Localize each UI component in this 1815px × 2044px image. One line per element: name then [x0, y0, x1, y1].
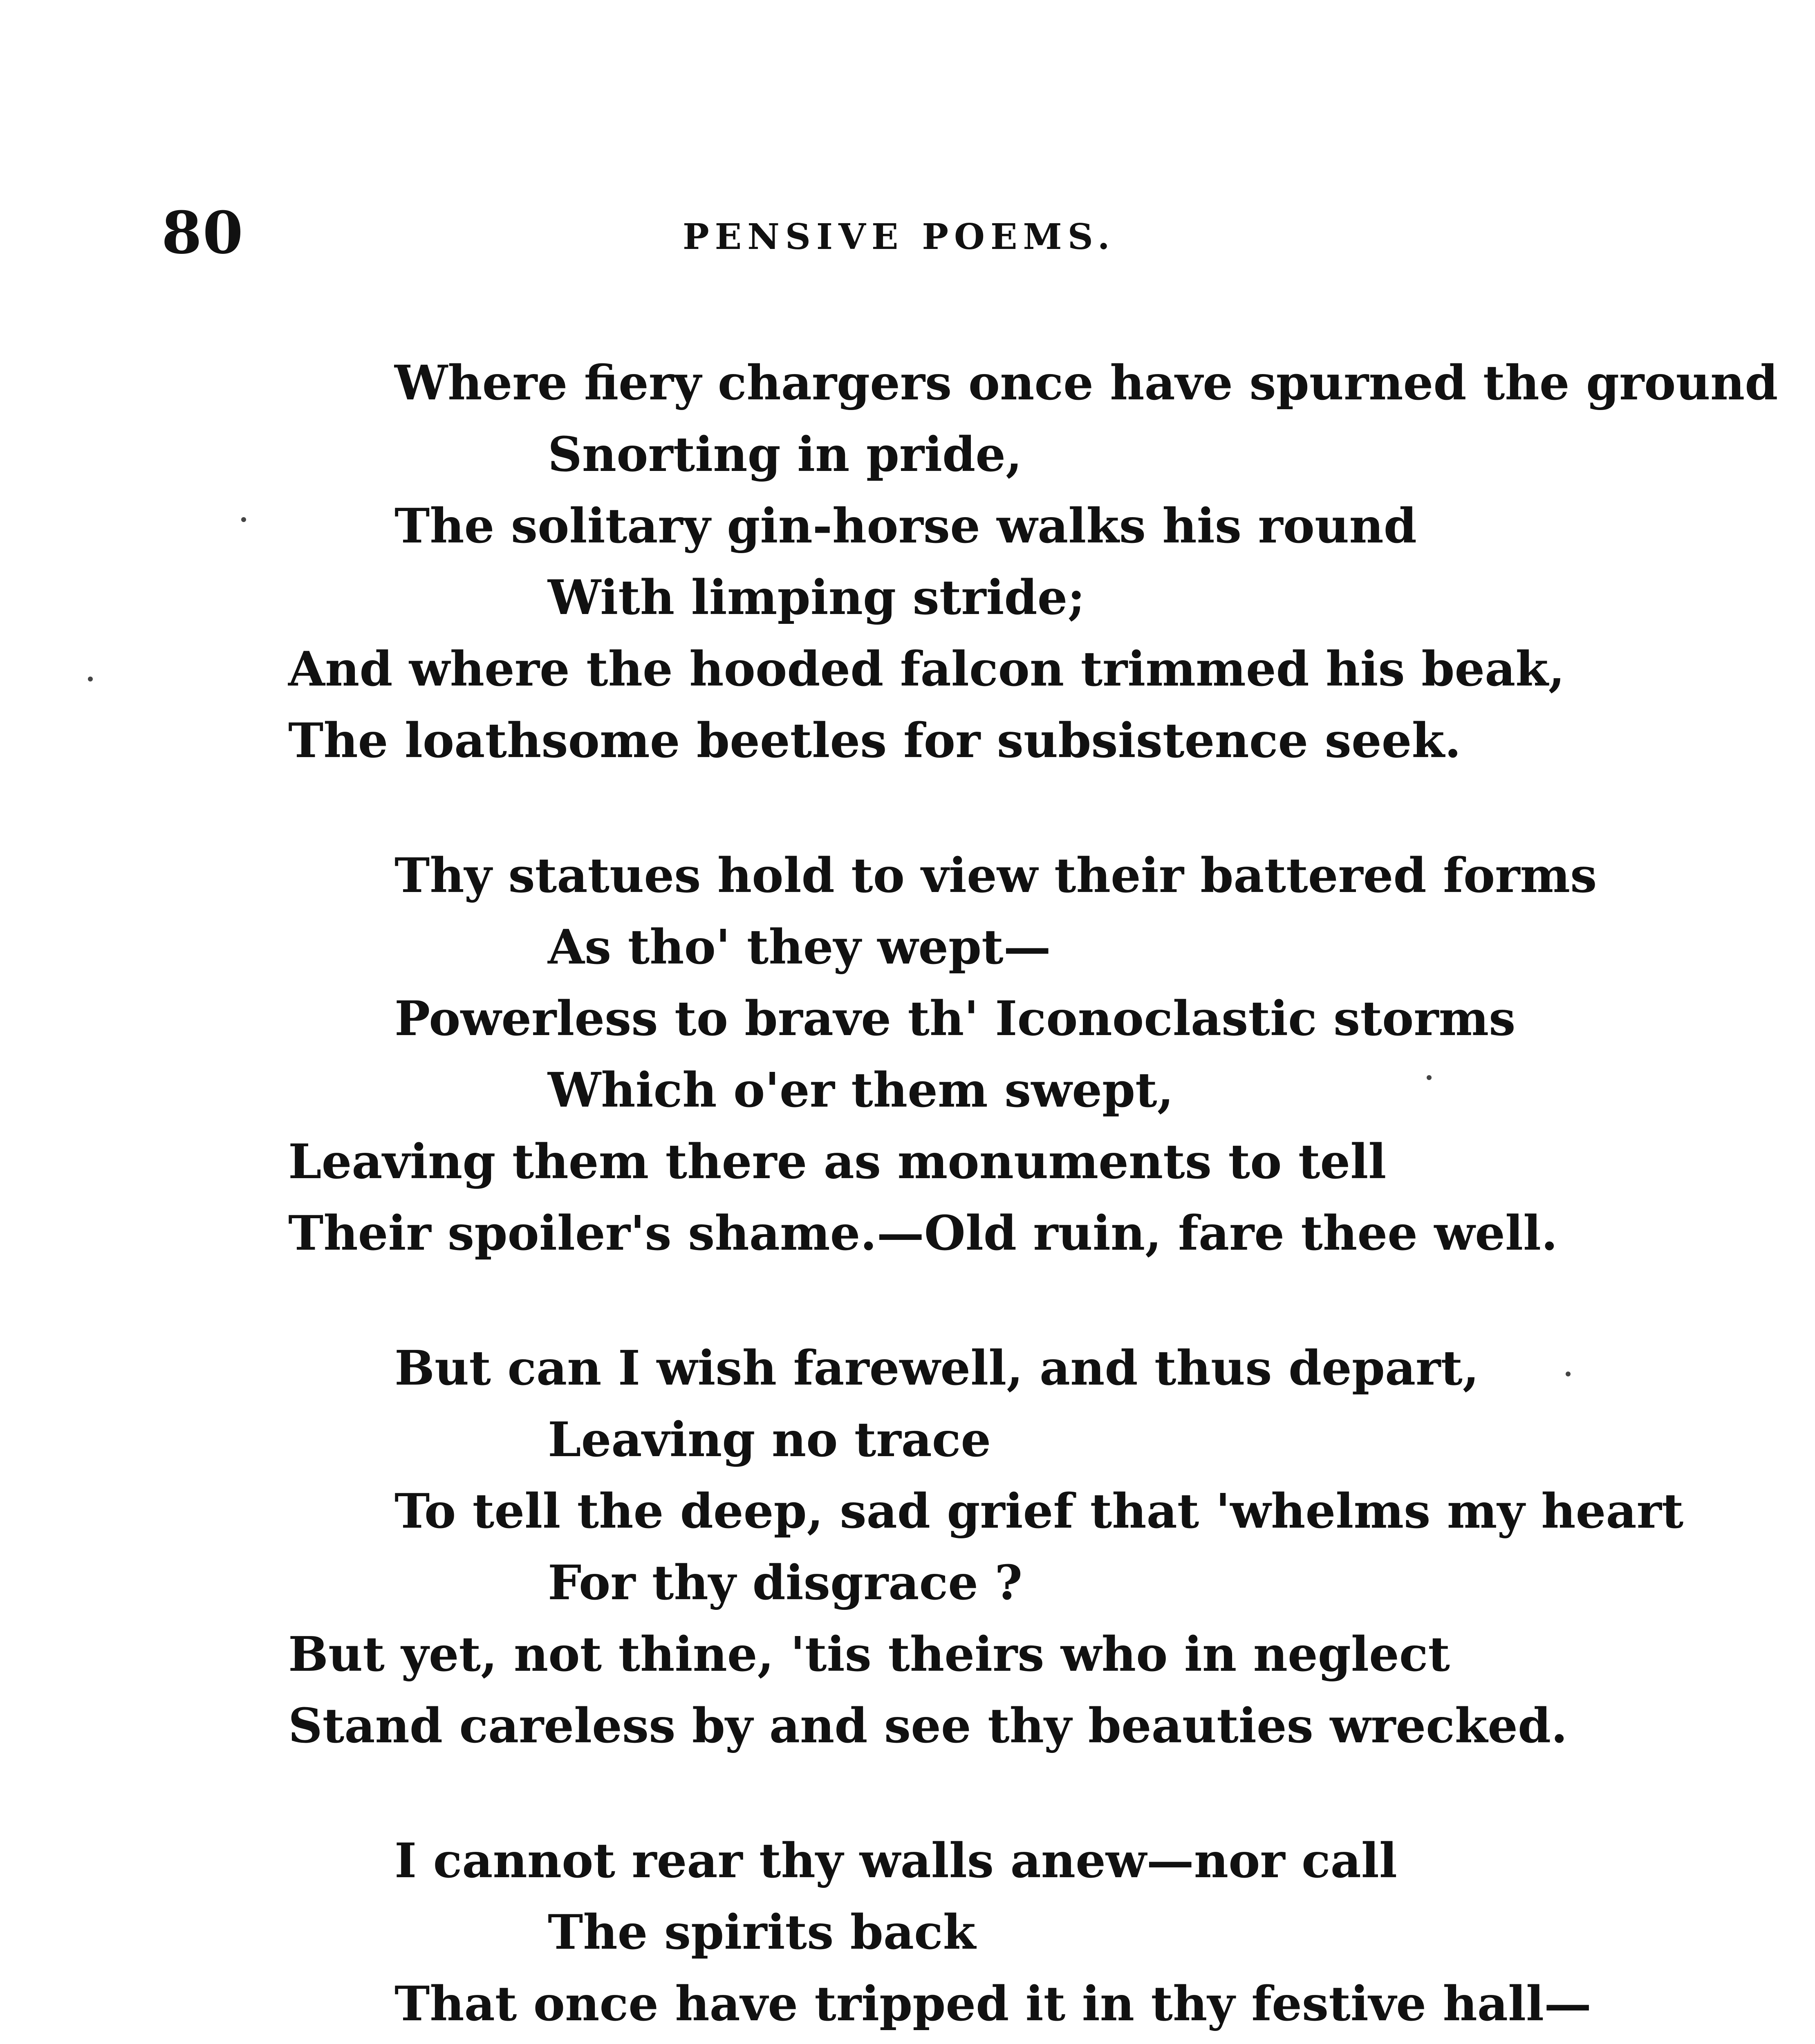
poem-line: Where fiery chargers once have spurned the ground: [394, 355, 1778, 411]
poem-line: Which o'er them swept,: [548, 1062, 1174, 1118]
poem-line: I cannot rear thy walls anew—nor call: [394, 1833, 1397, 1889]
print-speck: [241, 517, 246, 522]
stanza: [0, 1825, 1815, 2044]
poem-line: And where the hooded falcon trimmed his beak,: [288, 641, 1565, 697]
running-head: PENSIVE POEMS.: [683, 216, 1116, 258]
poem-line: The loathsome beetles for subsistence seek.: [288, 713, 1461, 769]
poem-line: Leaving them there as monuments to tell: [288, 1134, 1387, 1190]
stanza: [0, 1333, 1815, 1762]
poem-line: For thy disgrace ?: [548, 1555, 1023, 1611]
print-speck: [1427, 1075, 1432, 1080]
poem-line: [0, 2040, 1815, 2044]
poem-line: To tell the deep, sad grief that 'whelms my heart: [394, 1484, 1684, 1539]
stanza: [0, 840, 1815, 1269]
print-speck: [88, 677, 93, 681]
poem-line: But yet, not thine, 'tis theirs who in neglect: [288, 1627, 1450, 1682]
poem-line: The solitary gin-horse walks his round: [394, 498, 1417, 554]
page-number: 80: [161, 199, 244, 267]
print-speck: [1566, 1372, 1571, 1376]
stanza: [0, 347, 1815, 777]
poem-line: But can I wish farewell, and thus depart,: [394, 1340, 1479, 1396]
poem-body: [0, 347, 1815, 2044]
poem-line: As tho' they wept—: [548, 919, 1051, 975]
page-header: [0, 196, 1815, 270]
poem-line: Snorting in pride,: [548, 427, 1022, 482]
poem-line: With limping stride;: [548, 570, 1085, 625]
poem-line: That once have tripped it in thy festive hall—: [394, 1976, 1592, 2032]
poem-line: Leaving no trace: [548, 1412, 991, 1468]
poem-line: Thy statues hold to view their battered forms: [394, 848, 1597, 903]
poem-line: Powerless to brave th' Iconoclastic storms: [394, 991, 1516, 1047]
poem-line: Their spoiler's shame.—Old ruin, fare thee well.: [288, 1206, 1558, 1261]
poem-line: The spirits back: [548, 1905, 976, 1960]
poem-line: Stand careless by and see thy beauties wrecked.: [288, 1698, 1568, 1754]
